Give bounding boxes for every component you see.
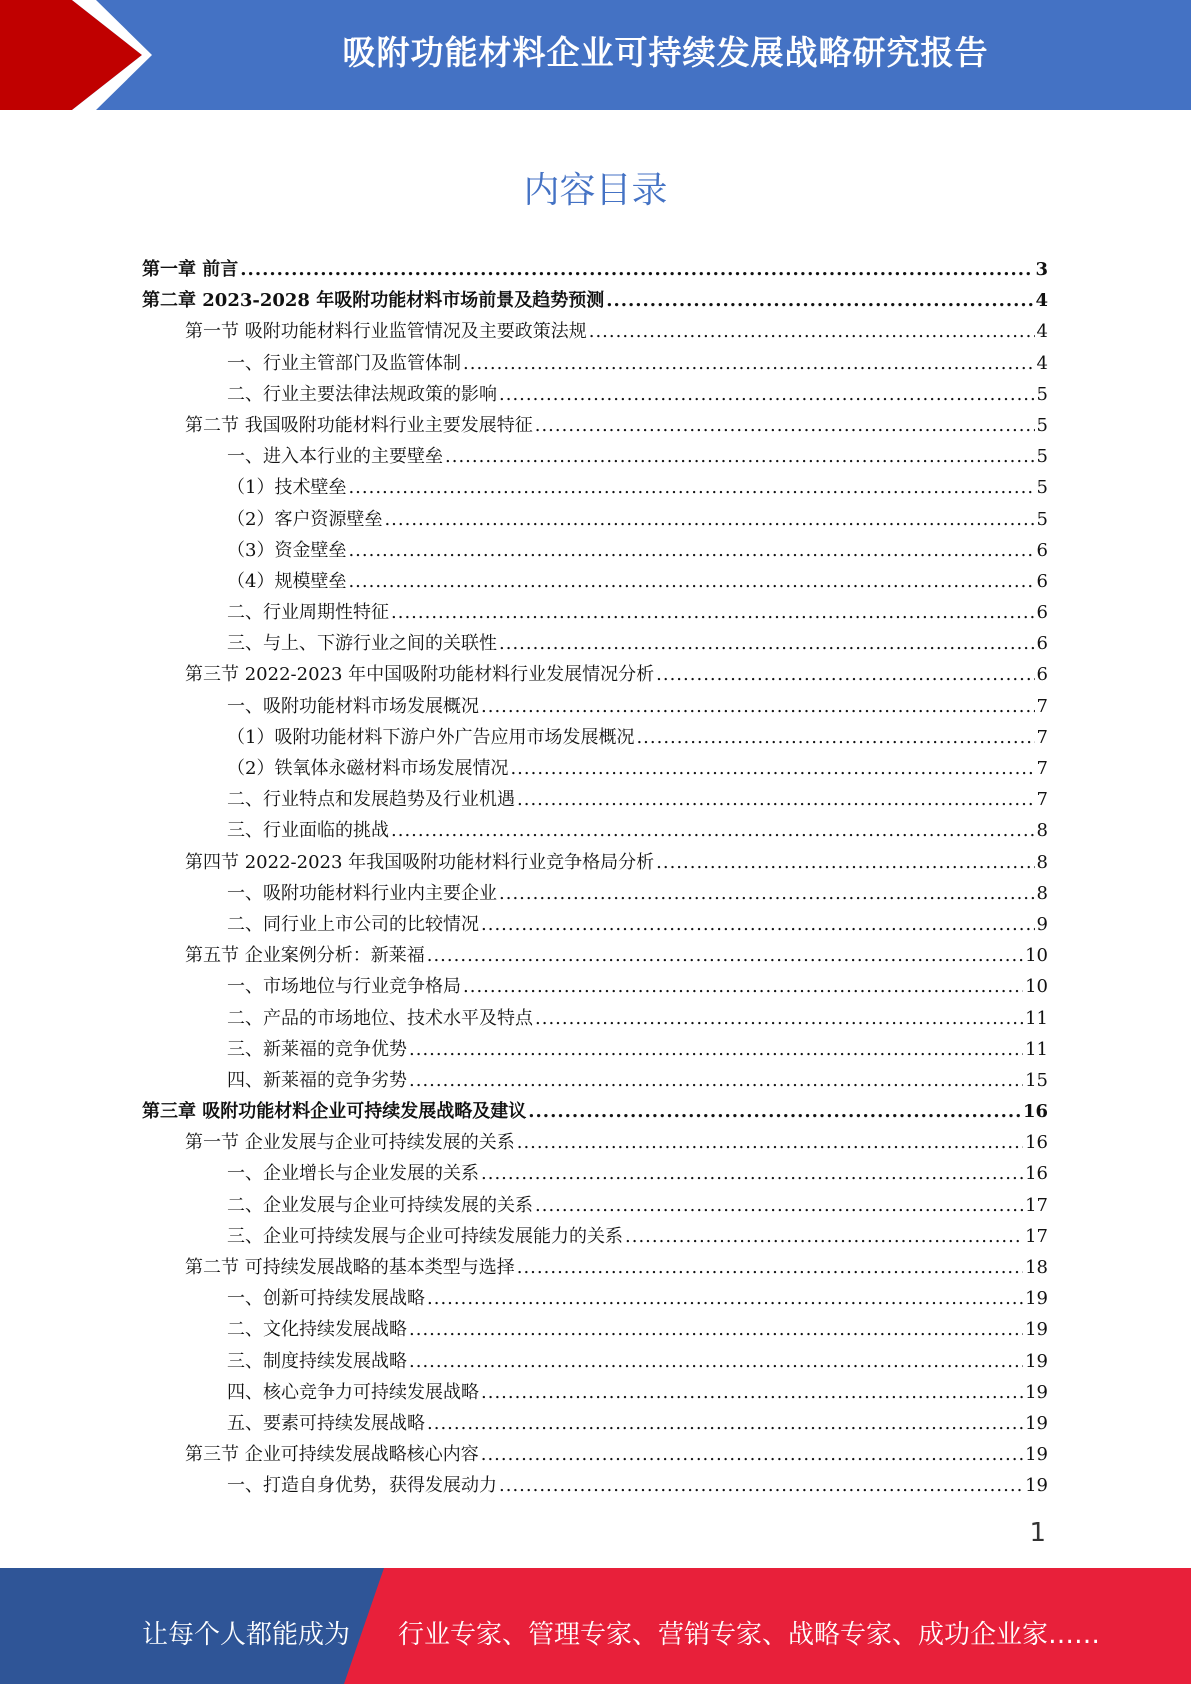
toc-leader-dots <box>499 379 1035 410</box>
toc-leader-dots <box>517 1252 1023 1283</box>
toc-entry-text: 一、市场地位与行业竞争格局 <box>227 976 461 998</box>
toc-leader-dots <box>409 1314 1023 1345</box>
toc-entry-text: 一、企业增长与企业发展的关系 <box>227 1163 479 1185</box>
toc-entry-text: （4）规模壁垒 <box>227 570 347 592</box>
toc-entry-text: 二、同行业上市公司的比较情况 <box>227 913 479 935</box>
toc-entry[interactable] <box>142 971 1048 1002</box>
toc-entry-page: 19 <box>1025 1288 1048 1310</box>
toc-entry-text: 一、打造自身优势，获得发展动力 <box>227 1475 497 1497</box>
toc-entry-page: 19 <box>1025 1412 1048 1434</box>
toc-entry[interactable] <box>142 566 1048 597</box>
toc-entry[interactable] <box>142 379 1048 410</box>
toc-entry-text: 一、行业主管部门及监管体制 <box>227 352 461 374</box>
toc-leader-dots <box>463 348 1035 379</box>
toc-leader-dots <box>517 1127 1023 1158</box>
toc-entry[interactable] <box>142 504 1048 535</box>
toc-entry[interactable] <box>142 441 1048 472</box>
toc-entry-text: 第一章 前言 <box>142 259 239 280</box>
toc-leader-dots <box>409 1065 1023 1096</box>
toc-entry-text: 五、要素可持续发展战略 <box>227 1412 425 1434</box>
toc-entry-page: 19 <box>1025 1381 1048 1403</box>
toc-entry[interactable] <box>142 1221 1048 1252</box>
toc-leader-dots <box>517 784 1035 815</box>
page-number: 1 <box>1029 1518 1046 1548</box>
toc-entry-page: 6 <box>1036 602 1048 624</box>
toc-entry-text: （3）资金壁垒 <box>227 539 347 561</box>
toc-entry-text: 一、创新可持续发展战略 <box>227 1288 425 1310</box>
toc-leader-dots <box>240 254 1033 285</box>
toc-entry-page: 10 <box>1025 945 1048 967</box>
toc-entry[interactable] <box>142 909 1048 940</box>
toc-entry-text: 第四节 2022-2023 年我国吸附功能材料行业竞争格局分析 <box>185 851 655 873</box>
toc-entry-page: 3 <box>1035 259 1048 280</box>
toc-leader-dots <box>606 285 1033 316</box>
toc-entry[interactable] <box>142 1346 1048 1377</box>
toc-entry-text: 一、吸附功能材料市场发展概况 <box>227 695 479 717</box>
toc-entry[interactable] <box>142 1065 1048 1096</box>
toc-entry[interactable] <box>142 1252 1048 1283</box>
toc-leader-dots <box>481 691 1035 722</box>
toc-entry[interactable] <box>142 722 1048 753</box>
toc-leader-dots <box>589 316 1035 347</box>
toc-entry-text: 四、新莱福的竞争劣势 <box>227 1069 407 1091</box>
toc-leader-dots <box>409 1346 1023 1377</box>
toc-entry-text: 二、行业主要法律法规政策的影响 <box>227 383 497 405</box>
toc-entry-page: 6 <box>1036 633 1048 655</box>
toc-entry-page: 11 <box>1025 1038 1048 1060</box>
toc-leader-dots <box>656 847 1034 878</box>
toc-entry-text: 第一节 吸附功能材料行业监管情况及主要政策法规 <box>185 321 587 343</box>
toc-entry-text: 第二章 2023-2028 年吸附功能材料市场前景及趋势预测 <box>142 290 605 312</box>
toc-entry-text: 一、进入本行业的主要壁垒 <box>227 446 443 468</box>
toc-entry-page: 10 <box>1025 976 1048 998</box>
toc-entry-page: 5 <box>1036 414 1048 436</box>
toc-entry-text: 四、核心竞争力可持续发展战略 <box>227 1381 479 1403</box>
toc-leader-dots <box>348 566 1034 597</box>
page-header <box>0 0 1191 110</box>
toc-entry[interactable] <box>142 1408 1048 1439</box>
toc-entry-text: 三、行业面临的挑战 <box>227 820 389 842</box>
toc-entry-text: 第三节 企业可持续发展战略核心内容 <box>185 1444 479 1466</box>
toc-entry[interactable] <box>142 878 1048 909</box>
toc-entry-text: 三、企业可持续发展与企业可持续发展能力的关系 <box>227 1225 623 1247</box>
toc-entry-text: 第一节 企业发展与企业可持续发展的关系 <box>185 1132 515 1154</box>
toc-entry-page: 19 <box>1025 1475 1048 1497</box>
toc-entry-page: 16 <box>1025 1163 1048 1185</box>
toc-entry[interactable] <box>142 1470 1048 1501</box>
toc-leader-dots <box>481 1439 1023 1470</box>
toc-entry-page: 4 <box>1036 352 1048 374</box>
toc-entry-text: （2）客户资源壁垒 <box>227 508 383 530</box>
toc-entry-page: 16 <box>1022 1101 1048 1123</box>
toc-leader-dots <box>391 815 1035 846</box>
toc-entry[interactable] <box>142 254 1048 285</box>
toc-leader-dots <box>384 504 1034 535</box>
toc-leader-dots <box>625 1221 1023 1252</box>
toc-entry[interactable] <box>142 1283 1048 1314</box>
toc-entry-text: 二、企业发展与企业可持续发展的关系 <box>227 1194 533 1216</box>
toc-entry[interactable] <box>142 1190 1048 1221</box>
toc-leader-dots <box>348 472 1034 503</box>
toc-entry[interactable] <box>142 472 1048 503</box>
toc-leader-dots <box>463 971 1023 1002</box>
toc-leader-dots <box>499 628 1035 659</box>
toc-entry[interactable] <box>142 659 1048 690</box>
toc-leader-dots <box>656 659 1034 690</box>
toc-entry[interactable] <box>142 1377 1048 1408</box>
toc-leader-dots <box>427 940 1023 971</box>
toc-entry-page: 4 <box>1036 321 1048 343</box>
toc-entry-text: 一、吸附功能材料行业内主要企业 <box>227 882 497 904</box>
toc-leader-dots <box>636 722 1034 753</box>
toc-entry[interactable] <box>142 1158 1048 1189</box>
toc-entry[interactable] <box>142 1096 1048 1127</box>
toc-entry-page: 7 <box>1036 789 1048 811</box>
toc-entry-page: 8 <box>1036 882 1048 904</box>
toc-leader-dots <box>481 1158 1023 1189</box>
toc-entry-page: 17 <box>1025 1194 1048 1216</box>
toc-entry-page: 7 <box>1036 726 1048 748</box>
toc-entry-page: 8 <box>1036 820 1048 842</box>
toc-entry[interactable] <box>142 628 1048 659</box>
toc-entry-text: 三、与上、下游行业之间的关联性 <box>227 633 497 655</box>
toc-entry-page: 15 <box>1025 1069 1048 1091</box>
toc-entry[interactable] <box>142 1314 1048 1345</box>
table-of-contents <box>142 254 1048 1502</box>
toc-entry[interactable] <box>142 815 1048 846</box>
toc-entry[interactable] <box>142 597 1048 628</box>
toc-entry[interactable] <box>142 753 1048 784</box>
toc-leader-dots <box>427 1283 1023 1314</box>
report-title: 吸附功能材料企业可持续发展战略研究报告 <box>342 33 989 72</box>
toc-entry[interactable] <box>142 784 1048 815</box>
toc-entry-text: 二、产品的市场地位、技术水平及特点 <box>227 1007 533 1029</box>
toc-entry-page: 18 <box>1025 1257 1048 1278</box>
toc-entry[interactable] <box>142 1439 1048 1470</box>
toc-entry-text: 第五节 企业案例分析：新莱福 <box>185 945 425 967</box>
toc-entry-page: 7 <box>1036 758 1048 779</box>
toc-entry[interactable] <box>142 348 1048 379</box>
toc-entry-text: 二、行业周期性特征 <box>227 602 389 624</box>
toc-leader-dots <box>391 597 1035 628</box>
toc-entry-page: 5 <box>1036 477 1048 499</box>
toc-entry-text: 第二节 可持续发展战略的基本类型与选择 <box>185 1257 515 1278</box>
toc-entry-page: 11 <box>1025 1007 1048 1029</box>
toc-leader-dots <box>481 1377 1023 1408</box>
toc-heading: 内容目录 <box>523 170 668 211</box>
toc-entry-page: 5 <box>1036 508 1048 530</box>
toc-entry-page: 8 <box>1036 851 1048 873</box>
toc-entry-page: 6 <box>1036 664 1048 686</box>
toc-entry-page: 5 <box>1036 383 1048 405</box>
toc-entry-text: 第三章 吸附功能材料企业可持续发展战略及建议 <box>142 1101 527 1123</box>
toc-entry[interactable] <box>142 410 1048 441</box>
toc-leader-dots <box>528 1096 1021 1127</box>
toc-leader-dots <box>445 441 1035 472</box>
toc-entry-page: 16 <box>1025 1132 1048 1154</box>
toc-entry-text: 三、制度持续发展战略 <box>227 1350 407 1372</box>
toc-leader-dots <box>535 1190 1023 1221</box>
toc-leader-dots <box>348 535 1034 566</box>
toc-entry[interactable] <box>142 316 1048 347</box>
toc-entry-text: 第三节 2022-2023 年中国吸附功能材料行业发展情况分析 <box>185 664 655 686</box>
toc-entry-page: 6 <box>1036 570 1048 592</box>
toc-entry-page: 19 <box>1025 1350 1048 1372</box>
toc-entry-text: 三、新莱福的竞争优势 <box>227 1038 407 1060</box>
toc-entry[interactable] <box>142 940 1048 971</box>
toc-entry[interactable] <box>142 535 1048 566</box>
toc-leader-dots <box>535 410 1035 441</box>
toc-entry[interactable] <box>142 1127 1048 1158</box>
toc-entry-text: 二、行业特点和发展趋势及行业机遇 <box>227 789 515 811</box>
toc-entry[interactable] <box>142 1034 1048 1065</box>
toc-entry-text: （2）铁氧体永磁材料市场发展情况 <box>227 758 509 779</box>
footer-tagline: 行业专家、管理专家、营销专家、战略专家、成功企业家…… <box>398 1620 1101 1650</box>
toc-entry-text: 第二节 我国吸附功能材料行业主要发展特征 <box>185 414 533 436</box>
toc-entry-page: 9 <box>1036 913 1048 935</box>
toc-entry-page: 19 <box>1025 1319 1048 1341</box>
footer-slogan: 让每个人都能成为 <box>142 1620 351 1650</box>
toc-entry-page: 6 <box>1036 539 1048 561</box>
toc-leader-dots <box>535 1003 1023 1034</box>
toc-entry[interactable] <box>142 691 1048 722</box>
toc-entry[interactable] <box>142 1003 1048 1034</box>
toc-leader-dots <box>499 1470 1023 1501</box>
toc-entry-page: 19 <box>1025 1444 1048 1466</box>
toc-entry-text: （1）技术壁垒 <box>227 477 347 499</box>
toc-entry-page: 4 <box>1035 290 1048 312</box>
toc-entry[interactable] <box>142 847 1048 878</box>
toc-leader-dots <box>481 909 1035 940</box>
toc-entry-page: 5 <box>1036 446 1048 468</box>
toc-entry[interactable] <box>142 285 1048 316</box>
toc-entry-page: 7 <box>1036 695 1048 717</box>
page-footer <box>0 1568 1191 1684</box>
toc-entry-text: （1）吸附功能材料下游户外广告应用市场发展概况 <box>227 726 635 748</box>
toc-leader-dots <box>499 878 1035 909</box>
toc-leader-dots <box>510 753 1034 784</box>
toc-leader-dots <box>427 1408 1023 1439</box>
toc-entry-page: 17 <box>1025 1225 1048 1247</box>
toc-entry-text: 二、文化持续发展战略 <box>227 1319 407 1341</box>
toc-leader-dots <box>409 1034 1023 1065</box>
